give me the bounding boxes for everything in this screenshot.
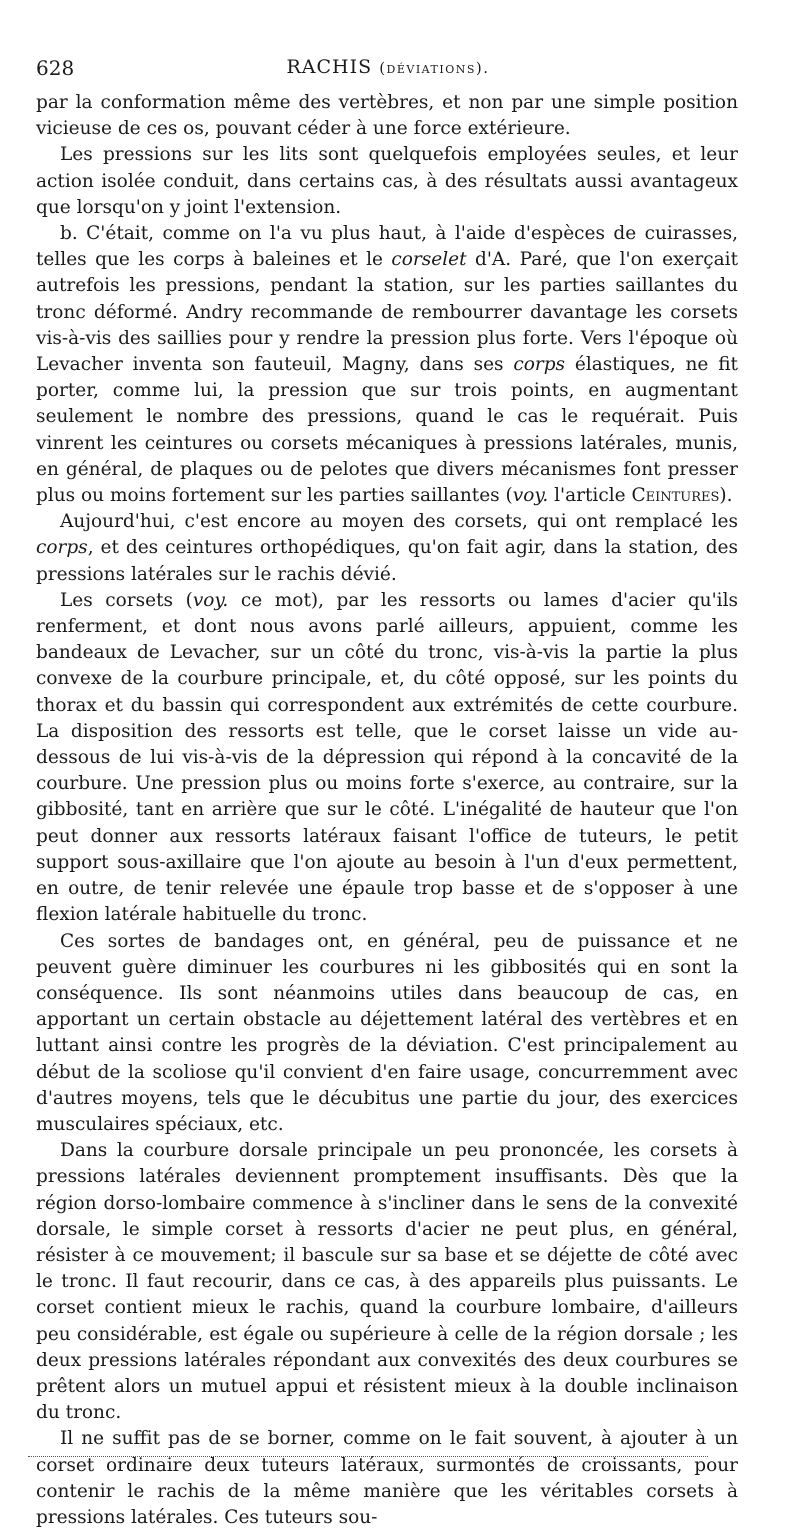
- paragraph-4-part-2: , et des ceintures orthopédiques, qu'on fait agir, dans la station, des pressions latérales sur le rachis dévié.: [36, 537, 738, 585]
- paragraph-4: [36, 509, 738, 588]
- paragraph-2: Les pressions sur les lits sont quelquefois employées seules, et leur action isolée conduit, dans certains cas, à des résultats aussi avantageux que lorsqu'on y joint l'extension.: [36, 144, 738, 218]
- page-body: [36, 90, 738, 1531]
- paragraph-3-italic-3: voy.: [512, 485, 549, 507]
- page-header: [36, 56, 740, 86]
- paragraph-3-part-3: élastiques, ne fit porter, comme lui, la pression que sur trois points, en augmentant seulement le nombre des pressions, quand le cas le requérait. Puis vinrent les ceintures ou corsets mécaniques à pressions latérales, munis, en général, de plaques ou de pelotes que divers mécanismes font presser plus ou moins fortement sur les parties saillantes (: [36, 354, 738, 507]
- paragraph-8: Il ne suffit pas de se borner, comme on le fait souvent, à ajouter à un corset ordinaire deux tuteurs latéraux, surmontés de croissants, pour contenir le rachis de la même manière que les véritables corsets à pressions latérales. Ces tuteurs sou-: [36, 1428, 738, 1528]
- paragraph-3: [36, 221, 738, 509]
- paragraph-1: par la conformation même des vertèbres, et non par une simple position vicieuse de ces os, pouvant céder à une force extérieure.: [36, 92, 738, 140]
- subtitle-text: déviations: [386, 59, 476, 77]
- running-head-title: RACHIS: [286, 56, 373, 78]
- paragraph-5-part-1: Les corsets (: [60, 589, 193, 611]
- paragraph-3-part-1: b. C'était, comme on l'a vu plus haut, à l'aide d'espèces de cuirasses, telles que les corps à baleines et le: [36, 223, 738, 271]
- paragraph-4-italic-1: corps: [36, 537, 88, 559]
- subtitle-close-paren: ).: [475, 59, 490, 77]
- paragraph-3-italic-1: corselet: [391, 249, 467, 271]
- paragraph-5-italic-1: voy.: [192, 589, 229, 611]
- running-head-subtitle: [379, 59, 489, 77]
- paragraph-5: [36, 588, 738, 929]
- paragraph-6: Ces sortes de bandages ont, en général, peu de puissance et ne peuvent guère diminuer les courbures ni les gibbosités qui en sont la conséquence. Ils sont néanmoins utiles dans beaucoup de cas, en apportant un certain obstacle au déjettement latéral des vertèbres et en luttant ainsi contre les progrès de la déviation. C'est principalement au début de la scoliose qu'il convient d'en faire usage, concurremment avec d'autres moyens, tels que le décubitus une partie du jour, des exercices musculaires spéciaux, etc.: [36, 930, 738, 1135]
- paragraph-3-italic-2: corps: [513, 354, 566, 376]
- paragraph-4-part-1: Aujourd'hui, c'est encore au moyen des corsets, qui ont remplacé les: [60, 511, 738, 533]
- bottom-dotted-rule: [28, 1456, 708, 1457]
- subtitle-open-paren: (: [379, 59, 387, 77]
- paragraph-3-part-2: d'A. Paré, que l'on exerçait autrefois les pressions, pendant la station, sur les parties saillantes du tronc déformé. Andry recommande de rembourrer davantage les corsets vis-à-vis des saillies pour y rendre la pression plus forte. Vers l'époque où Levacher inventa son fauteuil, Magny, dans ses: [36, 249, 739, 376]
- paragraph-3-part-5: ).: [719, 485, 733, 507]
- paragraph-7: Dans la courbure dorsale principale un peu prononcée, les corsets à pressions latérales deviennent promptement insuffisants. Dès que la région dorso-lombaire commence à s'incliner dans le sens de la convexité dorsale, le simple corset à ressorts d'acier ne peut plus, en général, résister à ce mouvement; il bascule sur sa base et se déjette de côté avec le tronc. Il faut recourir, dans ce cas, à des appareils plus puissants. Le corset contient mieux le rachis, quand la courbure lombaire, d'ailleurs peu considérable, est égale ou supérieure à celle de la région dorsale ; les deux pressions latérales répondant aux convexités des deux courbures se prêtent alors un mutuel appui et résistent mieux à la double inclinaison du tronc.: [36, 1140, 738, 1424]
- paragraph-5-part-2: ce mot), par les ressorts ou lames d'acier qu'ils renferment, et dont nous avons parlé ailleurs, appuient, comme les bandeaux de Levacher, sur un côté du tronc, vis-à-vis la partie la plus convexe de la courbure principale, et, du côté opposé, sur les points du thorax et du bassin qui correspondent aux extrémités de cette courbure. La disposition des ressorts est telle, que le corset laisse un vide au-dessous de lui vis-à-vis de la dépression qui répond à la concavité de la courbure. Une pression plus ou moins forte s'exerce, au contraire, sur la gibbosité, tant en arrière que sur le côté. L'inégalité de hauteur que l'on peut donner aux ressorts latéraux faisant l'office de tuteurs, le petit support sous-axillaire que l'on ajoute au besoin à l'un d'eux permettent, en outre, de tenir relevée une épaule trop basse et de s'opposer à une flexion latérale habituelle du tronc.: [36, 589, 738, 926]
- paragraph-3-small-caps: Ceintures: [631, 485, 720, 507]
- running-head: [36, 56, 740, 78]
- paragraph-3-part-4: l'article: [548, 485, 632, 507]
- page-number: 628: [36, 56, 75, 80]
